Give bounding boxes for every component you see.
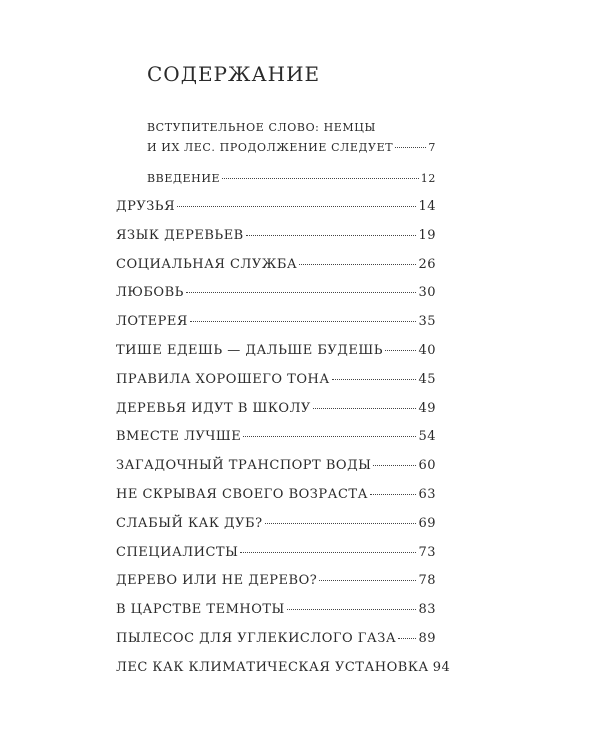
toc-page-number: 19 — [418, 227, 436, 243]
toc-entry-chapter[interactable] — [116, 458, 436, 473]
toc-entry-chapter[interactable] — [116, 659, 451, 675]
toc-entry-chapter[interactable] — [116, 573, 436, 588]
toc-page-number: 94 — [432, 659, 451, 675]
dot-leader — [319, 580, 416, 581]
toc-entry-label: В ЦАРСТВЕ ТЕМНОТЫ — [116, 602, 285, 618]
dot-leader — [373, 465, 416, 466]
dot-leader — [370, 494, 417, 495]
toc-page-number: 26 — [418, 256, 436, 272]
toc-entry-label: ПРАВИЛА ХОРОШЕГО ТОНА — [116, 371, 330, 387]
dot-leader — [287, 609, 417, 610]
toc-entry-label: СПЕЦИАЛИСТЫ — [116, 544, 239, 560]
toc-entry-chapter[interactable] — [116, 285, 436, 300]
toc-page-number: 73 — [418, 544, 436, 560]
dot-leader — [299, 264, 416, 265]
toc-entry-chapter[interactable] — [116, 545, 436, 560]
toc-entry-chapter[interactable] — [116, 228, 436, 243]
toc-entry-chapter[interactable] — [116, 257, 436, 272]
toc-entry-chapter[interactable] — [116, 372, 436, 387]
toc-entry-label: НЕ СКРЫВАЯ СВОЕГО ВОЗРАСТА — [116, 487, 368, 502]
dot-leader — [385, 350, 417, 351]
toc-entry-label: ВМЕСТЕ ЛУЧШЕ — [116, 429, 242, 445]
toc-entry-chapter[interactable] — [116, 199, 436, 214]
toc-entry-foreword-line1: ВСТУПИТЕЛЬНОЕ СЛОВО: НЕМЦЫ — [147, 121, 376, 134]
toc-entry-chapter[interactable] — [116, 401, 436, 416]
toc-entry-chapter[interactable] — [116, 631, 436, 646]
toc-entry-label: ТИШЕ ЕДЕШЬ — ДАЛЬШЕ БУДЕШЬ — [116, 343, 383, 358]
toc-entry-label: СЛАБЫЙ КАК ДУБ? — [116, 515, 263, 531]
toc-page-number: 12 — [420, 172, 436, 185]
toc-entry-label: СОЦИАЛЬНАЯ СЛУЖБА — [116, 256, 298, 272]
toc-page-number: 45 — [418, 371, 436, 387]
toc-page-number: 83 — [418, 602, 436, 618]
dot-leader — [240, 552, 416, 553]
toc-page-number: 54 — [418, 429, 436, 445]
toc-entry-label: ДРУЗЬЯ — [116, 199, 176, 214]
toc-page-number: 60 — [418, 458, 436, 474]
dot-leader — [190, 321, 417, 322]
toc-entry-chapter[interactable] — [116, 487, 436, 502]
dot-leader — [222, 178, 419, 179]
dot-leader — [313, 408, 417, 409]
toc-entry-label: ЗАГАДОЧНЫЙ ТРАНСПОРТ ВОДЫ — [116, 458, 372, 474]
dot-leader — [395, 147, 426, 148]
toc-page-number: 40 — [418, 343, 436, 358]
dot-leader — [398, 638, 416, 639]
dot-leader — [265, 523, 417, 524]
dot-leader — [243, 436, 416, 437]
toc-entry-label: ДЕРЕВО ИЛИ НЕ ДЕРЕВО? — [116, 573, 318, 589]
toc-page-number: 89 — [418, 631, 436, 646]
dot-leader — [332, 379, 417, 380]
toc-page-number: 14 — [418, 199, 436, 214]
toc-page-number: 30 — [418, 285, 436, 301]
toc-entry-chapter[interactable] — [116, 343, 436, 358]
dot-leader — [186, 292, 417, 293]
toc-page-number: 49 — [418, 400, 436, 416]
page-title: СОДЕРЖАНИЕ — [147, 62, 321, 86]
toc-entry-chapter[interactable] — [116, 516, 436, 531]
toc-entry-label: ЛОТЕРЕЯ — [116, 314, 188, 330]
toc-entry-label: ДЕРЕВЬЯ ИДУТ В ШКОЛУ — [116, 400, 311, 416]
toc-page-number: 63 — [418, 487, 436, 502]
toc-entry-label: ЯЗЫК ДЕРЕВЬЕВ — [116, 227, 244, 243]
toc-entry-label: И ИХ ЛЕС. ПРОДОЛЖЕНИЕ СЛЕДУЕТ — [147, 141, 394, 154]
toc-entry-label: ВВЕДЕНИЕ — [147, 172, 221, 185]
toc-entry-chapter[interactable] — [116, 602, 436, 617]
toc-entry-chapter[interactable] — [116, 314, 436, 329]
toc-page-number: 35 — [418, 314, 436, 330]
toc-page-number: 69 — [418, 515, 436, 531]
toc-entry-introduction[interactable] — [147, 172, 436, 185]
toc-entry-label: ЛЕС КАК КЛИМАТИЧЕСКАЯ УСТАНОВКА — [116, 659, 429, 675]
toc-entry-label: ПЫЛЕСОС ДЛЯ УГЛЕКИСЛОГО ГАЗА — [116, 631, 397, 646]
toc-entry-label: ЛЮБОВЬ — [116, 285, 184, 301]
toc-entry-foreword[interactable] — [147, 141, 436, 154]
toc-page-number: 78 — [418, 573, 436, 589]
dot-leader — [246, 235, 417, 236]
dot-leader — [177, 206, 416, 207]
toc-page-number: 7 — [428, 141, 436, 154]
toc-entry-chapter[interactable] — [116, 429, 436, 444]
